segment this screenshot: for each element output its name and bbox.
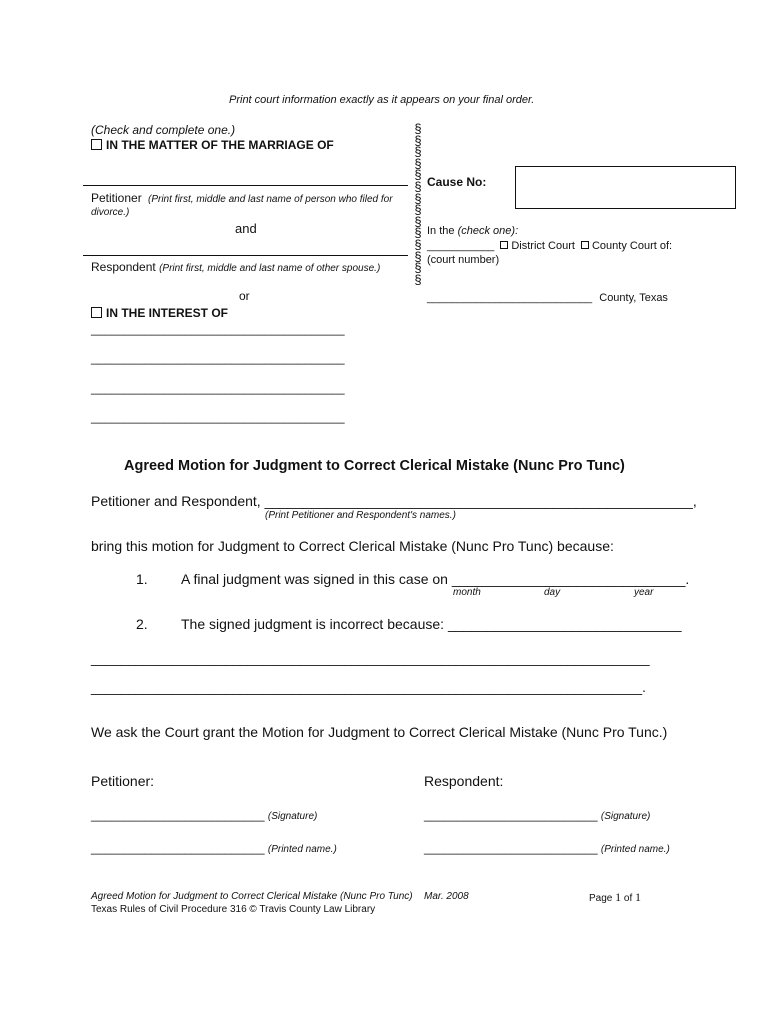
respondent-name-line[interactable] — [83, 255, 408, 256]
section-symbol: § — [414, 248, 422, 264]
respondent-printed-blank[interactable]: __________________________ — [424, 841, 598, 855]
of-label: of — [623, 893, 633, 904]
respondent-printed-row — [424, 841, 670, 855]
marriage-checkbox[interactable] — [91, 139, 102, 150]
respondent-hint: (Print first, middle and last name of other spouse.) — [159, 263, 381, 274]
month-label: month — [453, 587, 481, 598]
county-court-label: County Court of: — [591, 240, 673, 252]
petitioner-heading: Petitioner: — [91, 773, 155, 789]
cause-number-label: Cause No: — [427, 175, 487, 189]
year-label: year — [634, 587, 654, 598]
interest-line-1[interactable]: ______________________________________ — [91, 322, 345, 336]
item-1-row — [181, 571, 689, 587]
section-symbol: § — [414, 202, 422, 218]
section-symbol: § — [414, 260, 422, 276]
section-symbol-column — [412, 123, 424, 285]
county-court-checkbox[interactable] — [581, 241, 589, 249]
section-symbol: § — [414, 132, 422, 148]
cause-number-box[interactable] — [515, 166, 736, 209]
county-row — [427, 292, 668, 304]
marriage-label: IN THE MATTER OF THE MARRIAGE OF — [106, 138, 334, 152]
petitioner-hint-text: (Print first, middle and last name of person who filed for divorce.) — [91, 194, 393, 218]
or-label: or — [239, 289, 250, 303]
motion-intro: bring this motion for Judgment to Correct Clerical Mistake (Nunc Pro Tunc) because: — [91, 538, 614, 554]
section-symbol: § — [414, 178, 422, 194]
section-symbol: § — [414, 213, 422, 229]
page-label: Page — [589, 893, 613, 904]
petitioner-printed-row — [91, 841, 337, 855]
instruction-note: Print court information exactly as it appears on your final order. — [229, 94, 535, 106]
county-texas-label: County, Texas — [599, 292, 668, 304]
court-number-label: (court number) — [427, 254, 500, 266]
petitioner-signature-row — [91, 808, 317, 822]
page-current: 1 — [615, 890, 622, 904]
reason-line-1[interactable]: ___________________________________________________________________________ — [91, 651, 650, 666]
section-symbol: § — [414, 236, 422, 252]
item-1-text: A final judgment was signed in this case on — [181, 571, 448, 587]
interest-label: IN THE INTEREST OF — [106, 306, 229, 320]
footer-rule-credit: Texas Rules of Civil Procedure 316 © Travis County Law Library — [91, 904, 376, 915]
section-symbol: § — [414, 155, 422, 171]
judgment-date-blank[interactable]: ______________________________. — [451, 571, 690, 587]
item-1-number: 1. — [136, 571, 148, 587]
respondent-label-text: Respondent — [91, 260, 156, 274]
respondent-signature-row — [424, 808, 650, 822]
item-2-row — [181, 616, 682, 632]
reason-blank[interactable]: ______________________________ — [447, 616, 682, 632]
marriage-option — [91, 138, 334, 152]
respondent-printed-label: (Printed name.) — [600, 844, 670, 855]
petitioner-label-text: Petitioner — [91, 191, 142, 205]
district-court-checkbox[interactable] — [500, 241, 508, 249]
parties-names-blank[interactable]: _______________________________________________________, — [264, 493, 697, 509]
reason-line-2[interactable]: __________________________________________________________________________. — [91, 680, 646, 695]
section-symbol: § — [414, 144, 422, 160]
check-instruction: (Check and complete one.) — [91, 123, 236, 137]
interest-line-4[interactable]: ______________________________________ — [91, 410, 345, 424]
page-indicator — [589, 890, 641, 905]
section-symbol: § — [414, 271, 422, 287]
petitioner-printed-blank[interactable]: __________________________ — [91, 841, 265, 855]
respondent-heading: Respondent: — [424, 773, 504, 789]
parties-hint: (Print Petitioner and Respondent's names.) — [265, 510, 456, 521]
item-2-text: The signed judgment is incorrect because: — [181, 616, 445, 632]
petitioner-signature-blank[interactable]: __________________________ — [91, 808, 265, 822]
section-symbol: § — [414, 167, 422, 183]
county-blank[interactable]: ___________________________ — [427, 292, 593, 304]
page-total: 1 — [635, 890, 642, 904]
check-one-label: (check one): — [457, 225, 519, 237]
parties-intro-row — [91, 493, 697, 509]
form-title: Agreed Motion for Judgment to Correct Clerical Mistake (Nunc Pro Tunc) — [124, 458, 625, 474]
court-request: We ask the Court grant the Motion for Judgment to Correct Clerical Mistake (Nunc Pro Tunc.) — [91, 724, 668, 740]
petitioner-signature-label: (Signature) — [267, 811, 318, 822]
footer-date: Mar. 2008 — [424, 891, 469, 902]
respondent-label — [91, 260, 380, 274]
footer-form-title: Agreed Motion for Judgment to Correct Clerical Mistake (Nunc Pro Tunc) — [91, 891, 413, 902]
respondent-signature-blank[interactable]: __________________________ — [424, 808, 598, 822]
in-the-label: In the — [427, 225, 455, 237]
district-court-label: District Court — [511, 240, 575, 252]
section-symbol: § — [414, 225, 422, 241]
parties-intro: Petitioner and Respondent, — [91, 493, 261, 509]
day-label: day — [544, 587, 561, 598]
respondent-signature-label: (Signature) — [600, 811, 651, 822]
and-label: and — [235, 221, 257, 236]
interest-line-2[interactable]: ______________________________________ — [91, 351, 345, 365]
interest-option — [91, 306, 228, 320]
section-symbol: § — [414, 190, 422, 206]
petitioner-printed-label: (Printed name.) — [267, 844, 337, 855]
court-number-blank[interactable]: ___________ — [427, 240, 495, 252]
item-2-number: 2. — [136, 616, 148, 632]
petitioner-name-line[interactable] — [83, 185, 408, 186]
interest-checkbox[interactable] — [91, 307, 102, 318]
interest-line-3[interactable]: ______________________________________ — [91, 381, 345, 395]
court-type-prompt — [427, 225, 518, 237]
court-selection-row — [427, 240, 672, 252]
section-symbol: § — [414, 121, 422, 136]
